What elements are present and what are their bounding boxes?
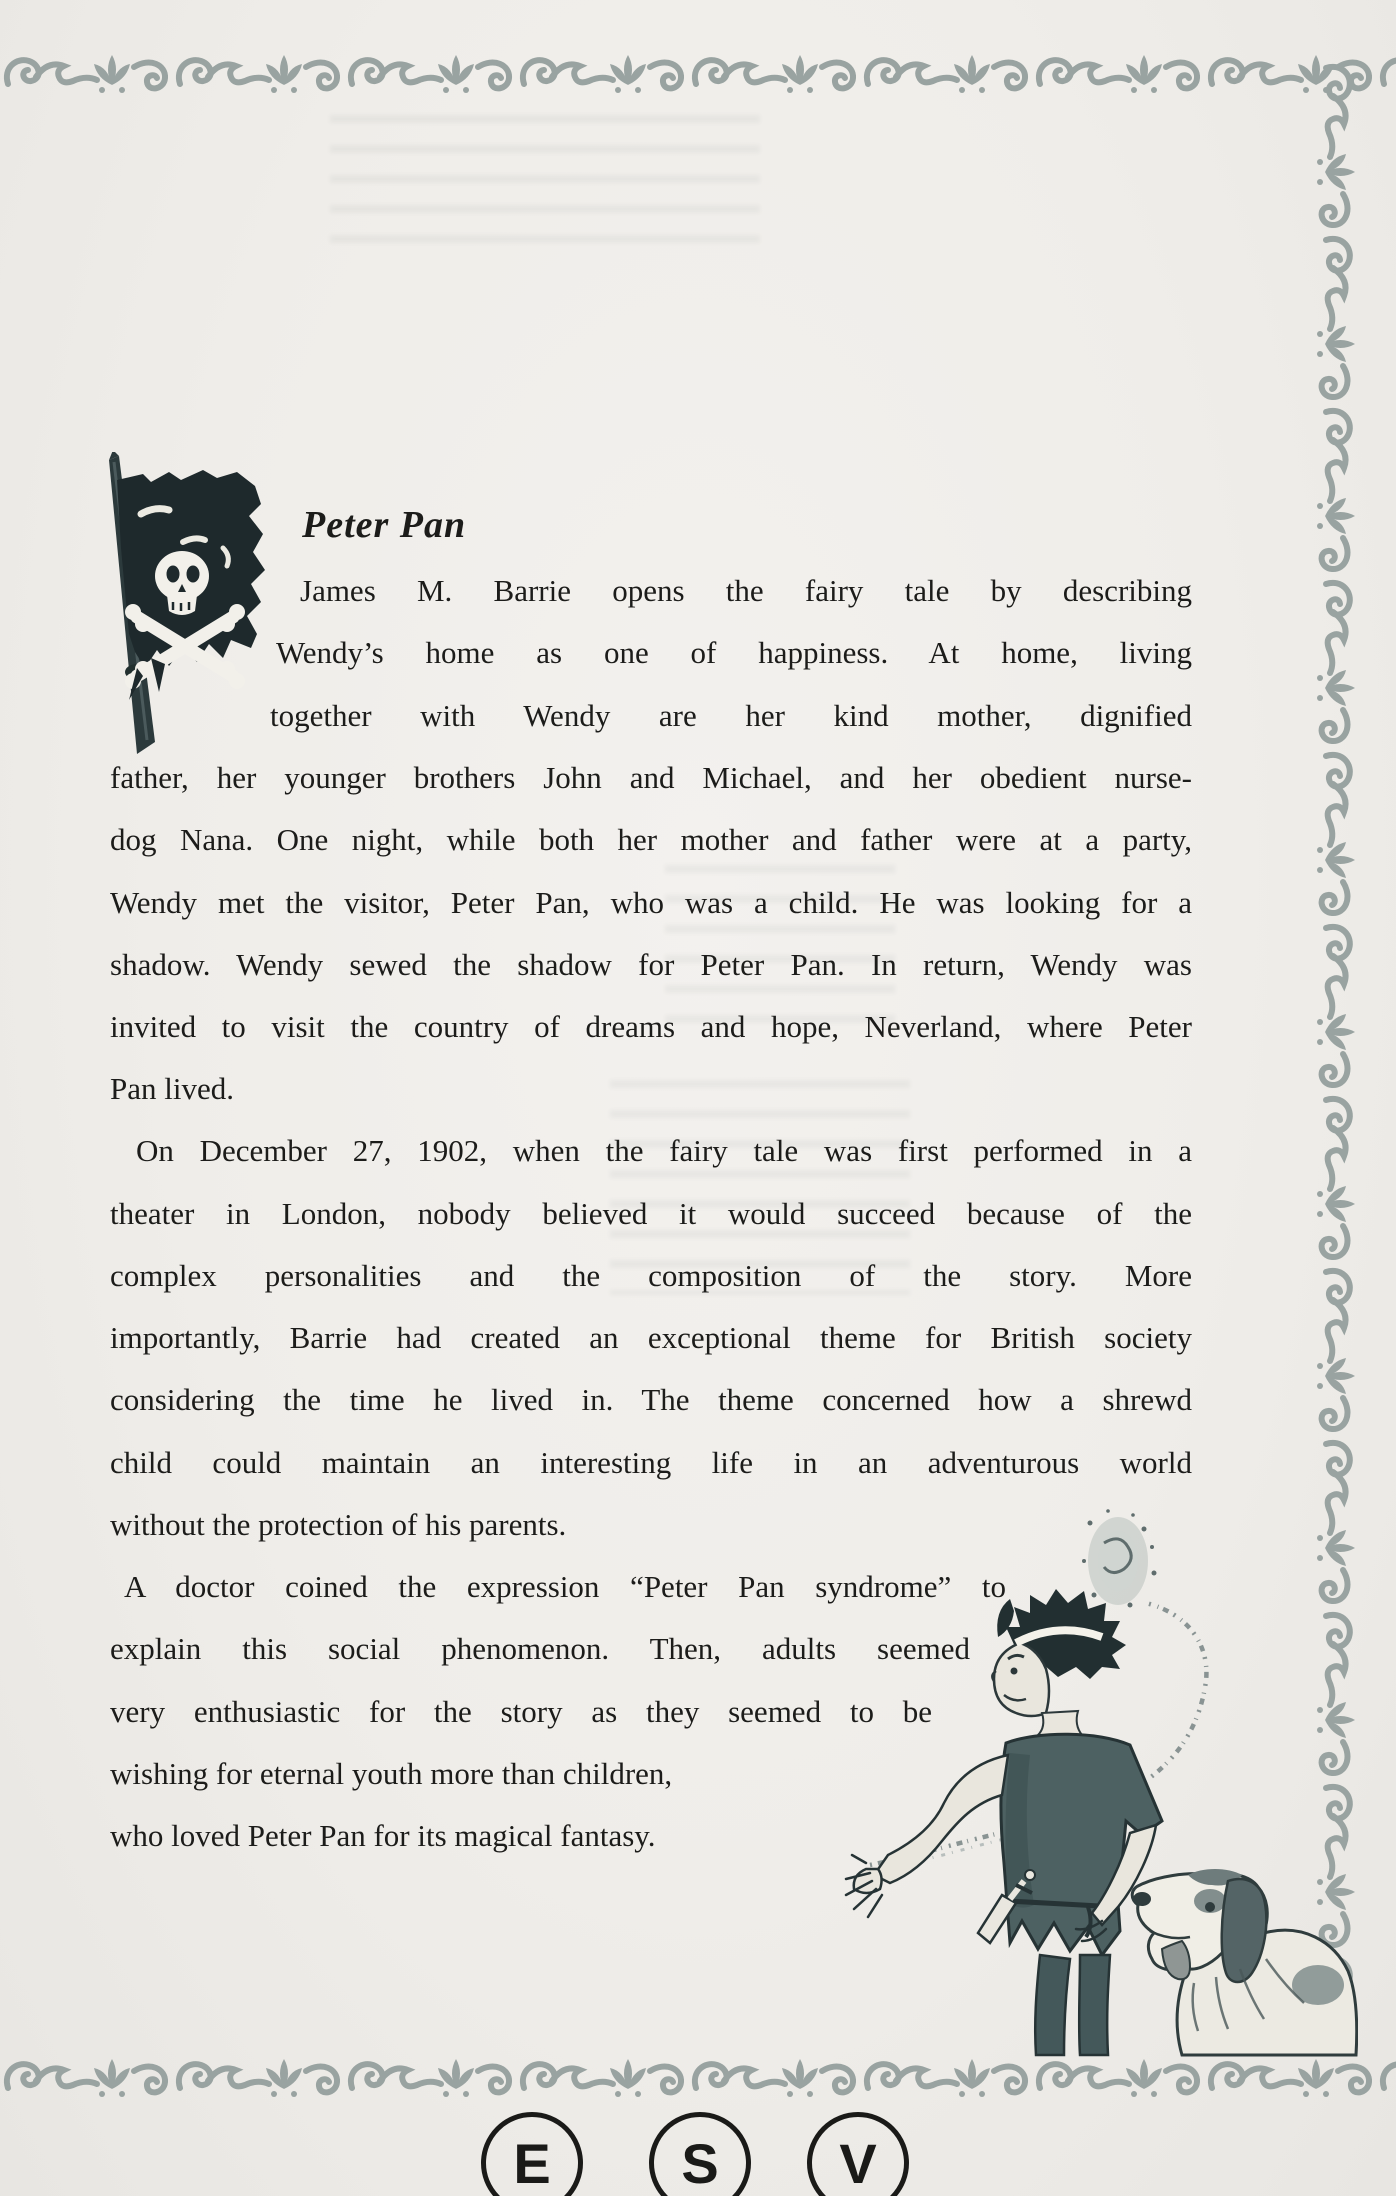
stamp-letter: E xyxy=(513,2131,551,2195)
text-line: A doctor coined the expression “Peter Pan syndrome” to xyxy=(124,1569,1006,1604)
stamp-circle-v xyxy=(807,2112,909,2196)
fairy-glow xyxy=(1082,1509,1157,1607)
text-line: dog Nana. One night, while both her mother and father were at a party, xyxy=(110,822,1192,857)
text-line: without the protection of his parents. xyxy=(110,1507,567,1542)
stamp-letter: S xyxy=(681,2131,719,2195)
text-line: very enthusiastic for the story as they seemed to be xyxy=(110,1694,932,1729)
passage-title: Peter Pan xyxy=(302,504,467,546)
nana-dog xyxy=(1132,1869,1356,2055)
stamp-letter: V xyxy=(839,2131,877,2195)
stamp-circle-s xyxy=(649,2112,751,2196)
text-line: considering the time he lived in. The theme concerned how a shrewd xyxy=(110,1382,1192,1417)
text-line: who loved Peter Pan for its magical fantasy. xyxy=(110,1818,656,1853)
ornament-border-top xyxy=(0,52,1396,98)
text-line: On December 27, 1902, when the fairy tale was first performed in a xyxy=(136,1133,1192,1168)
stamp-circle-e xyxy=(481,2112,583,2196)
text-line: complex personalities and the composition of the story. More xyxy=(110,1258,1192,1293)
text-line: wishing for eternal youth more than children, xyxy=(110,1756,673,1791)
peter-pan-illustration xyxy=(758,1503,1358,2059)
text-line: together with Wendy are her kind mother, dignified xyxy=(270,698,1192,733)
text-line: explain this social phenomenon. Then, adults seemed xyxy=(110,1631,970,1666)
text-line: invited to visit the country of dreams and hope, Neverland, where Peter xyxy=(110,1009,1192,1044)
text-line: father, her younger brothers John and Michael, and her obedient nurse- xyxy=(110,760,1192,795)
text-line: shadow. Wendy sewed the shadow for Peter Pan. In return, Wendy was xyxy=(110,947,1192,982)
text-line: theater in London, nobody believed it would succeed because of the xyxy=(110,1196,1192,1231)
text-line: importantly, Barrie had created an exceptional theme for British society xyxy=(110,1320,1192,1355)
text-line: Wendy’s home as one of happiness. At home, living xyxy=(276,635,1192,670)
text-line: Pan lived. xyxy=(110,1071,234,1106)
text-line: child could maintain an interesting life in an adventurous world xyxy=(110,1445,1192,1480)
text-line: James M. Barrie opens the fairy tale by describing xyxy=(300,573,1192,608)
text-line: Wendy met the visitor, Peter Pan, who was a child. He was looking for a xyxy=(110,885,1192,920)
pirate-flag-illustration xyxy=(85,452,275,758)
ghost-smudge xyxy=(330,115,760,245)
ornament-border-bottom xyxy=(0,2056,1396,2102)
